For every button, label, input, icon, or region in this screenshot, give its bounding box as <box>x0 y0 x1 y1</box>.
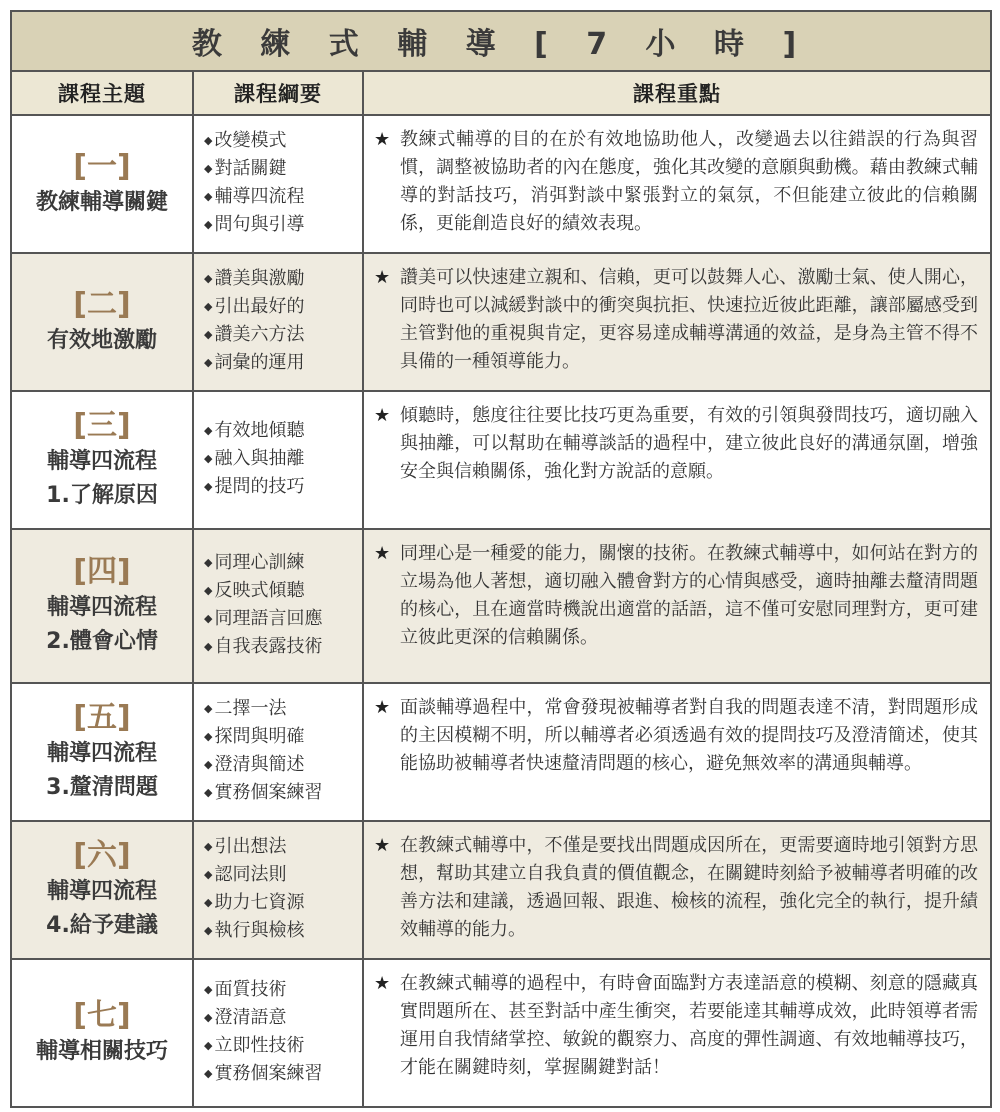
topic-name: 輔導四流程 <box>46 449 157 474</box>
topic-number: [六] <box>73 838 131 873</box>
topic-cell <box>11 959 193 1107</box>
table-row <box>11 683 991 821</box>
point-text: 在教練式輔導的過程中，有時會面臨對方表達語意的模糊、刻意的隱藏真實問題所在、甚至對話中產生衝突，若要能達其輔導成效，此時領導者需運用自我情緒掌控、敏銳的觀察力、高度的彈性調適、有效地輔導技巧，才能在關鍵時刻，掌握關鍵對話！ <box>400 973 979 1078</box>
outline-item: ◆ 有效地傾聽 <box>204 420 305 441</box>
course-table <box>10 10 992 1108</box>
points-cell <box>363 529 991 683</box>
diamond-bullet-icon: ◆ <box>204 1067 213 1080</box>
diamond-bullet-icon: ◆ <box>204 983 213 996</box>
outline-item: ◆ 輔導四流程 <box>204 186 305 207</box>
table-row <box>11 391 991 529</box>
point-text: 教練式輔導的目的在於有效地協助他人，改變過去以往錯誤的行為與習慣，調整被協助者的內在態度，強化其改變的意願與動機。藉由教練式輔導的對話技巧，消弭對談中緊張對立的氣氛，不但能建立彼此的信賴關係，更能創造良好的績效表現。 <box>400 129 979 234</box>
outline-item: ◆ 同理心訓練 <box>204 552 305 573</box>
diamond-bullet-icon: ◆ <box>204 840 213 853</box>
outline-cell <box>193 529 363 683</box>
outline-item: ◆ 立即性技術 <box>204 1035 305 1056</box>
point-text: 同理心是一種愛的能力，關懷的技術。在教練式輔導中，如何站在對方的立場為他人著想，適切融入體會對方的心情與感受，適時抽離去釐清問題的核心，且在適當時機說出適當的話語，這不僅可安慰同理對方，更可建立彼此更深的信賴關係。 <box>400 543 979 648</box>
outline-cell <box>193 253 363 391</box>
topic-number: [七] <box>73 998 131 1033</box>
outline-item: ◆ 認同法則 <box>204 864 287 885</box>
point-text: 讚美可以快速建立親和、信賴，更可以鼓舞人心、激勵士氣、使人開心，同時也可以減緩對談中的衝突與抗拒、快速拉近彼此距離，讓部屬感受到主管對他的重視與肯定，更容易達成輔導溝通的效益，是身為主管不得不具備的一種領導能力。 <box>400 267 979 372</box>
table-row <box>11 529 991 683</box>
topic-name: 輔導四流程 <box>46 741 157 766</box>
topic-number: [二] <box>73 287 131 322</box>
diamond-bullet-icon: ◆ <box>204 612 213 625</box>
diamond-bullet-icon: ◆ <box>204 896 213 909</box>
outline-item: ◆ 同理語言回應 <box>204 608 323 629</box>
points-cell <box>363 253 991 391</box>
outline-item: ◆ 對話關鍵 <box>204 158 287 179</box>
diamond-bullet-icon: ◆ <box>204 272 213 285</box>
points-cell <box>363 683 991 821</box>
table-row <box>11 253 991 391</box>
outline-item: ◆ 二擇一法 <box>204 698 287 719</box>
diamond-bullet-icon: ◆ <box>204 190 213 203</box>
header-topic: 課程主題 <box>11 71 193 115</box>
topic-subname: 1.了解原因 <box>46 483 158 508</box>
point-text: 面談輔導過程中，常會發現被輔導者對自我的問題表達不清，對問題形成的主因模糊不明，所以輔導者必須透過有效的提問技巧及澄清簡述，使其能協助被輔導者快速釐清問題的核心，避免無效率的溝通與輔導。 <box>400 697 979 774</box>
header-outline: 課程綱要 <box>193 71 363 115</box>
outline-cell <box>193 391 363 529</box>
outline-item: ◆ 實務個案練習 <box>204 1063 323 1084</box>
outline-item: ◆ 問句與引導 <box>204 214 305 235</box>
topic-cell <box>11 391 193 529</box>
diamond-bullet-icon: ◆ <box>204 640 213 653</box>
outline-item: ◆ 澄清與簡述 <box>204 754 305 775</box>
topic-number: [四] <box>73 554 131 589</box>
table-row <box>11 115 991 253</box>
outline-item: ◆ 引出想法 <box>204 836 287 857</box>
outline-cell <box>193 821 363 959</box>
point-text: 在教練式輔導中，不僅是要找出問題成因所在，更需要適時地引領對方思想，幫助其建立自我負責的價值觀念，在關鍵時刻給予被輔導者明確的改善方法和建議，透過回報、跟進、檢核的流程，強化完全的執行，提升績效輔導的能力。 <box>400 835 979 940</box>
star-icon: ★ <box>374 129 391 150</box>
outline-item: ◆ 改變模式 <box>204 130 287 151</box>
outline-item: ◆ 面質技術 <box>204 979 287 1000</box>
course-table-frame <box>10 10 990 1108</box>
star-icon: ★ <box>374 405 391 426</box>
point-text: 傾聽時，態度往往要比技巧更為重要，有效的引領與發問技巧，適切融入與抽離，可以幫助在輔導談話的過程中，建立彼此良好的溝通氛圍，增強安全與信賴關係，強化對方說話的意願。 <box>400 405 979 482</box>
topic-cell <box>11 683 193 821</box>
topic-name: 輔導四流程 <box>46 879 157 904</box>
diamond-bullet-icon: ◆ <box>204 162 213 175</box>
topic-name: 輔導四流程 <box>46 595 157 620</box>
outline-item: ◆ 讚美六方法 <box>204 324 305 345</box>
diamond-bullet-icon: ◆ <box>204 424 213 437</box>
topic-number: [一] <box>73 149 131 184</box>
topic-cell <box>11 529 193 683</box>
star-icon: ★ <box>374 697 391 718</box>
topic-cell <box>11 253 193 391</box>
outline-item: ◆ 讚美與激勵 <box>204 268 305 289</box>
outline-item: ◆ 提問的技巧 <box>204 476 305 497</box>
star-icon: ★ <box>374 543 391 564</box>
topic-number: [三] <box>73 408 131 443</box>
topic-subname: 2.體會心情 <box>46 629 158 654</box>
outline-item: ◆ 助力七資源 <box>204 892 305 913</box>
diamond-bullet-icon: ◆ <box>204 584 213 597</box>
points-cell <box>363 115 991 253</box>
outline-cell <box>193 683 363 821</box>
diamond-bullet-icon: ◆ <box>204 758 213 771</box>
topic-subname: 4.給予建議 <box>46 913 158 938</box>
outline-item: ◆ 執行與檢核 <box>204 920 305 941</box>
table-row <box>11 821 991 959</box>
star-icon: ★ <box>374 267 391 288</box>
diamond-bullet-icon: ◆ <box>204 134 213 147</box>
table-title: 教 練 式 輔 導 [ 7 小 時 ] <box>11 11 991 71</box>
outline-item: ◆ 引出最好的 <box>204 296 305 317</box>
diamond-bullet-icon: ◆ <box>204 1039 213 1052</box>
diamond-bullet-icon: ◆ <box>204 452 213 465</box>
header-points: 課程重點 <box>363 71 991 115</box>
topic-subname: 3.釐清問題 <box>46 775 158 800</box>
topic-name: 有效地激勵 <box>46 328 157 353</box>
outline-item: ◆ 探問與明確 <box>204 726 305 747</box>
outline-item: ◆ 自我表露技術 <box>204 636 323 657</box>
diamond-bullet-icon: ◆ <box>204 924 213 937</box>
diamond-bullet-icon: ◆ <box>204 1011 213 1024</box>
outline-item: ◆ 澄清語意 <box>204 1007 287 1028</box>
table-row <box>11 959 991 1107</box>
diamond-bullet-icon: ◆ <box>204 868 213 881</box>
star-icon: ★ <box>374 973 391 994</box>
outline-cell <box>193 115 363 253</box>
points-cell <box>363 959 991 1107</box>
diamond-bullet-icon: ◆ <box>204 218 213 231</box>
diamond-bullet-icon: ◆ <box>204 702 213 715</box>
diamond-bullet-icon: ◆ <box>204 356 213 369</box>
outline-cell <box>193 959 363 1107</box>
diamond-bullet-icon: ◆ <box>204 480 213 493</box>
diamond-bullet-icon: ◆ <box>204 328 213 341</box>
star-icon: ★ <box>374 835 391 856</box>
topic-number: [五] <box>73 700 131 735</box>
diamond-bullet-icon: ◆ <box>204 786 213 799</box>
diamond-bullet-icon: ◆ <box>204 556 213 569</box>
topic-name: 輔導相關技巧 <box>35 1039 168 1064</box>
diamond-bullet-icon: ◆ <box>204 300 213 313</box>
points-cell <box>363 821 991 959</box>
topic-cell <box>11 115 193 253</box>
outline-item: ◆ 詞彙的運用 <box>204 352 305 373</box>
topic-name: 教練輔導關鍵 <box>35 190 168 215</box>
topic-cell <box>11 821 193 959</box>
outline-item: ◆ 實務個案練習 <box>204 782 323 803</box>
outline-item: ◆ 反映式傾聽 <box>204 580 305 601</box>
outline-item: ◆ 融入與抽離 <box>204 448 305 469</box>
diamond-bullet-icon: ◆ <box>204 730 213 743</box>
points-cell <box>363 391 991 529</box>
